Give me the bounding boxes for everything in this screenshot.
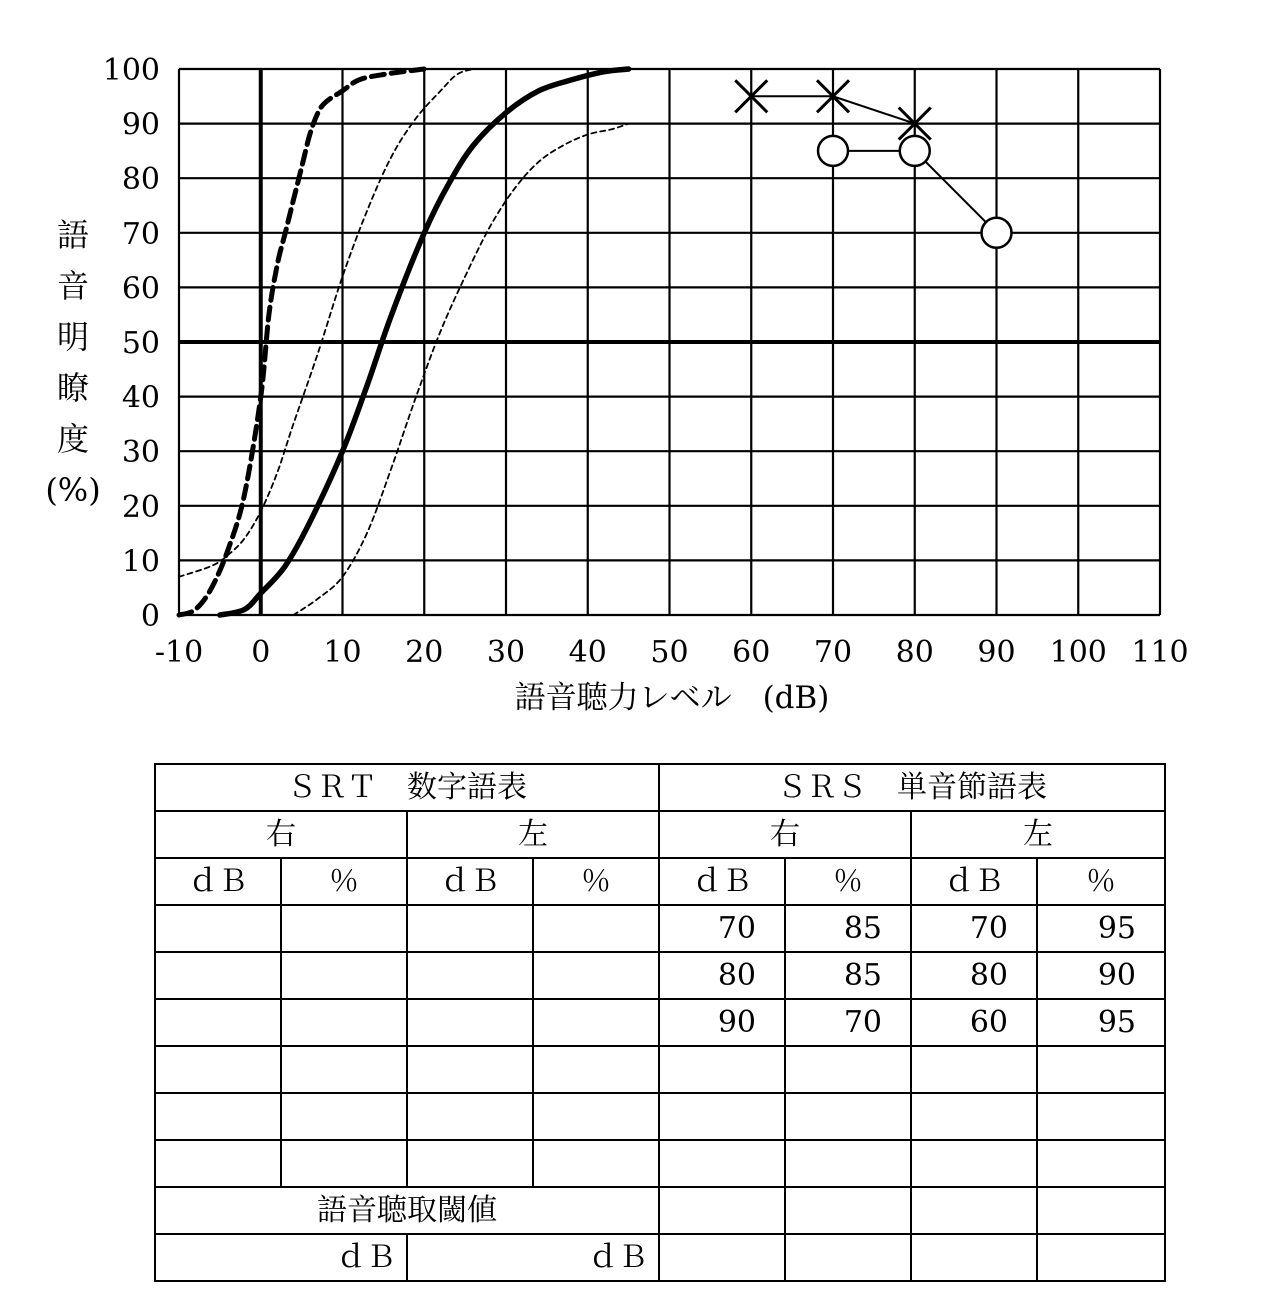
srs-right-db: 90 [659,999,785,1046]
y-tick-label: 10 [121,544,160,580]
srs-right-db-header: ｄＢ [659,858,785,905]
y-axis-label-char: 音 [56,267,90,305]
reference-curve-thin-dashed [293,124,628,615]
table-row [155,1093,1165,1140]
table-row [155,905,1165,952]
x-tick-label: 50 [650,635,689,670]
y-tick-label: 40 [121,380,160,416]
y-axis-label-char: 明 [56,318,90,356]
y-axis-label-char: (%) [45,471,101,509]
srs-left-db: 70 [911,905,1037,952]
x-tick-label: 40 [568,635,607,670]
y-tick-label: 20 [121,489,160,525]
y-tick-label: 80 [121,162,160,198]
srs-left-pct: 95 [1037,999,1165,1046]
y-tick-label: 30 [121,435,160,471]
srt-header: ＳＲＴ 数字語表 [155,764,659,811]
threshold-left-unit: ｄＢ [407,1234,659,1281]
table-row [155,999,1165,1046]
srs-right-pct: 85 [785,952,911,999]
table-row [155,1046,1165,1093]
srs-left-pct-header: ％ [1037,858,1165,905]
srs-left-db: 80 [911,952,1037,999]
srt-right-pct-header: ％ [281,858,407,905]
x-tick-label: 110 [1131,635,1189,670]
y-tick-label: 90 [121,107,160,143]
x-tick-label: 10 [323,635,362,670]
y-tick-label: 0 [140,599,160,634]
srs-right-pct: 85 [785,905,911,952]
y-tick-label: 50 [121,326,160,361]
srs-right-db: 70 [659,905,785,952]
y-tick-label: 100 [102,53,160,88]
y-axis-label-char: 語 [56,216,90,254]
srs-right-pct: 70 [785,999,911,1046]
srt-left-db-header: ｄＢ [407,858,533,905]
srt-left-pct-header: ％ [533,858,659,905]
srs-right-pct-header: ％ [785,858,911,905]
srs-left-pct: 90 [1037,952,1165,999]
table-row [155,1140,1165,1187]
srs-left-header: 左 [911,811,1165,858]
srt-left-header: 左 [407,811,659,858]
reference-curve-thin-dashed [179,69,473,577]
speech-test-table [154,763,1166,1282]
y-axis-label [45,216,100,509]
circle-marker [818,136,848,166]
table-row [155,952,1165,999]
srs-header: ＳＲＳ 単音節語表 [659,764,1165,811]
circle-marker [982,218,1012,248]
x-tick-label: 30 [486,635,526,670]
x-tick-label: 60 [732,635,771,670]
circle-marker [900,136,930,166]
x-tick-label: 0 [251,635,271,670]
y-tick-label: 60 [121,271,160,307]
srs-right-header: 右 [659,811,911,858]
srs-left-pct: 95 [1037,905,1165,952]
chart-grid [179,69,1160,615]
srs-left-db-header: ｄＢ [911,858,1037,905]
x-tick-label: 90 [977,635,1016,670]
x-tick-label: -10 [154,635,204,670]
threshold-label: 語音聴取閾値 [155,1187,659,1234]
srt-right-header: 右 [155,811,407,858]
x-tick-label: 70 [813,635,853,670]
threshold-right-unit: ｄＢ [155,1234,407,1281]
x-tick-label: 100 [1049,635,1107,670]
srs-left-db: 60 [911,999,1037,1046]
measured-series [735,80,1011,248]
y-tick-label: 70 [121,216,160,252]
x-axis-label: 語音聴力レベル (dB) [514,680,830,716]
x-tick-label: 80 [895,635,934,670]
y-axis-label-char: 度 [56,420,90,458]
srt-right-db-header: ｄＢ [155,858,281,905]
y-axis-label-char: 瞭 [56,369,90,407]
x-tick-label: 20 [405,635,444,670]
srs-right-db: 80 [659,952,785,999]
